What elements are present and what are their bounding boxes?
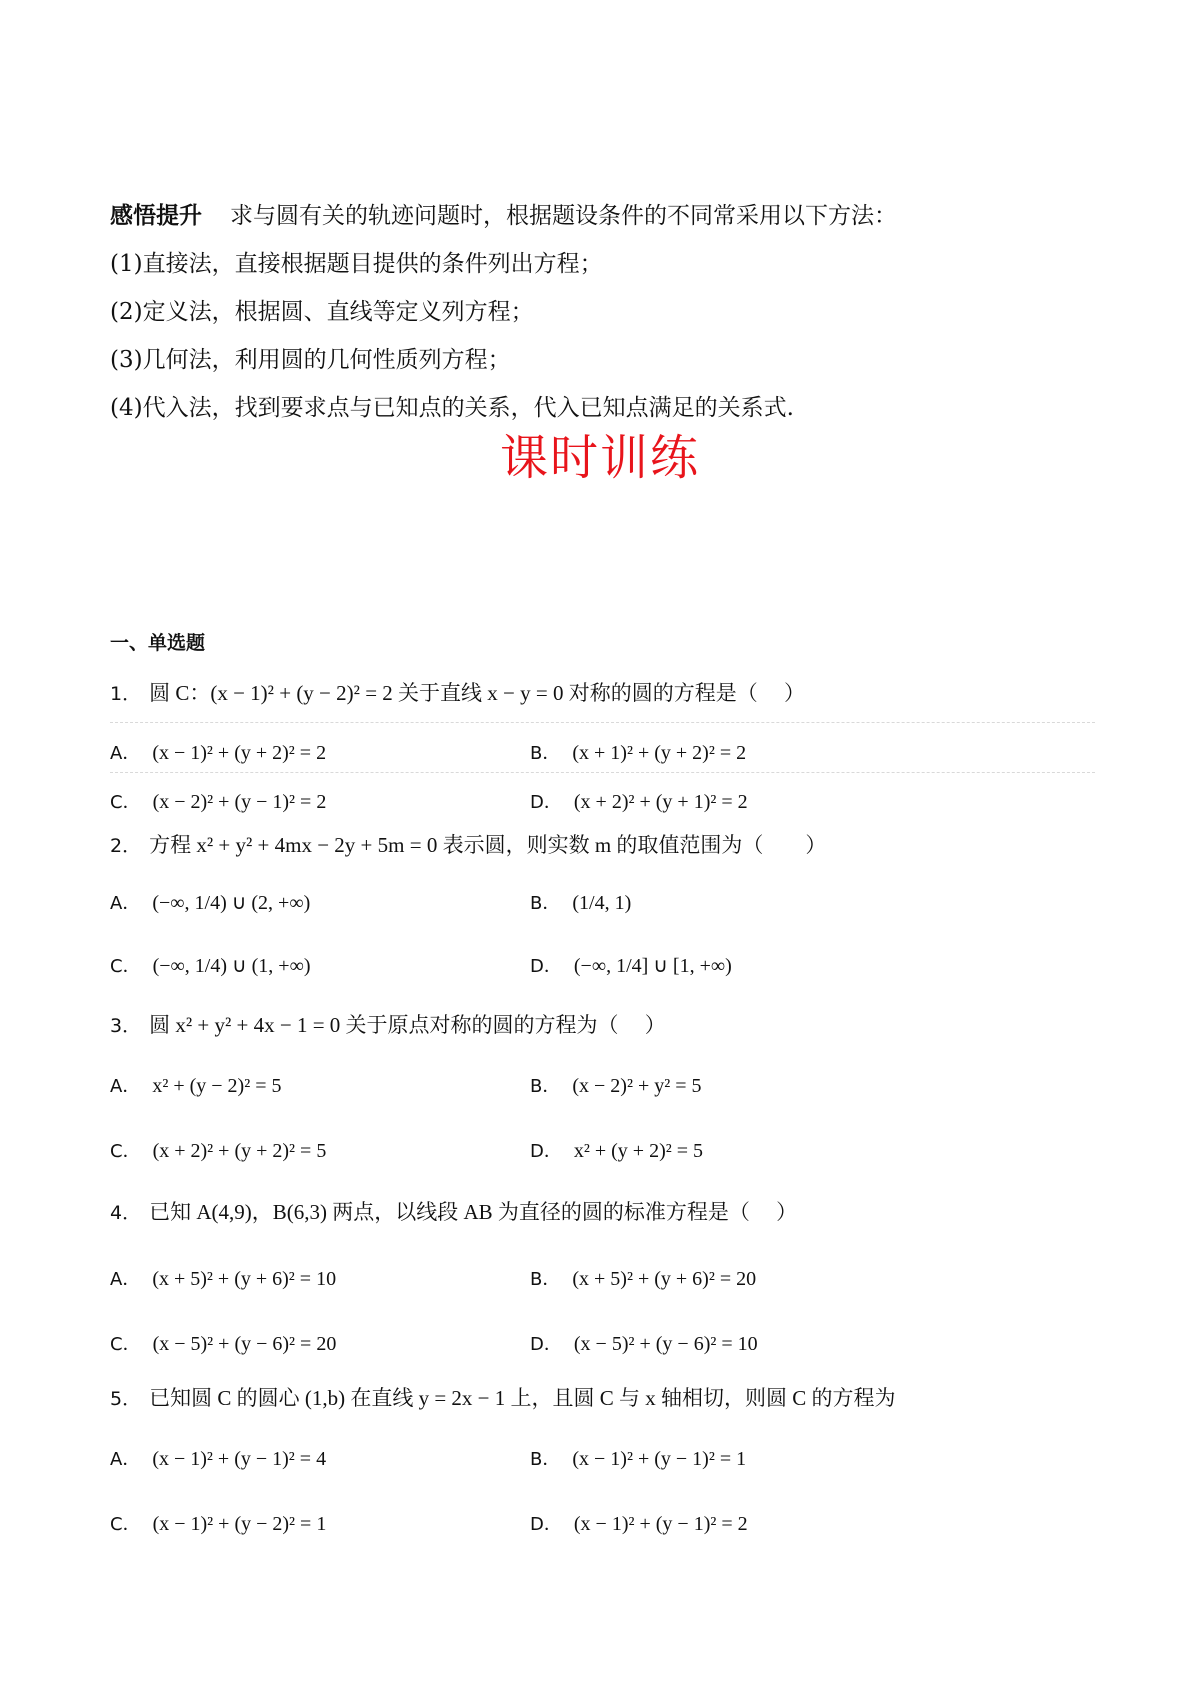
- option-label: C．: [110, 956, 141, 977]
- option-d[interactable]: [530, 1328, 758, 1360]
- option-text: (x + 5)² + (y + 6)² = 20: [572, 1268, 757, 1290]
- option-d[interactable]: [530, 786, 748, 818]
- option-b[interactable]: [530, 1263, 756, 1295]
- part-header: 一、单选题: [110, 632, 206, 654]
- section-title: 课时训练: [499, 430, 700, 486]
- method-1: (1)直接法，直接根据题目提供的条件列出方程；: [110, 251, 603, 277]
- question-stem: 圆 x² + y² + 4x − 1 = 0 关于原点对称的圆的方程为（ ）: [149, 1013, 666, 1037]
- option-label: A．: [110, 1269, 141, 1290]
- option-text: (x + 2)² + (y + 1)² = 2: [573, 791, 748, 813]
- option-c[interactable]: [110, 786, 326, 818]
- option-label: D．: [530, 1514, 562, 1535]
- option-text: (x − 2)² + y² = 5: [572, 1075, 702, 1097]
- option-a[interactable]: [110, 1443, 326, 1475]
- option-label: D．: [530, 956, 562, 977]
- question-5: [110, 1383, 896, 1414]
- option-label: A．: [110, 743, 141, 764]
- option-text: (x − 1)² + (y − 1)² = 2: [573, 1513, 748, 1535]
- option-label: A．: [110, 1076, 141, 1097]
- option-b[interactable]: [530, 1443, 746, 1475]
- question-2: [110, 830, 826, 861]
- option-text: (−∞, 1/4] ∪ [1, +∞): [573, 955, 732, 977]
- divider: [110, 772, 1095, 773]
- question-stem: 方程 x² + y² + 4mx − 2y + 5m = 0 表示圆，则实数 m 的取值范围为（ ）: [149, 833, 827, 857]
- method-4: (4)代入法，找到要求点与已知点的关系，代入已知点满足的关系式.: [110, 395, 794, 421]
- summary-intro: 求与圆有关的轨迹问题时，根据题设条件的不同常采用以下方法：: [230, 203, 897, 229]
- option-label: B．: [530, 893, 561, 914]
- option-label: D．: [530, 1141, 562, 1162]
- question-3: [110, 1010, 666, 1041]
- option-label: C．: [110, 792, 141, 813]
- option-label: C．: [110, 1334, 141, 1355]
- question-stem: 已知圆 C 的圆心 (1,b) 在直线 y = 2x − 1 上，且圆 C 与 x 轴相切，则圆 C 的方程为: [149, 1386, 896, 1410]
- question-number: 4．: [110, 1202, 142, 1224]
- option-c[interactable]: [110, 1328, 336, 1360]
- option-c[interactable]: [110, 1135, 326, 1167]
- option-label: D．: [530, 1334, 562, 1355]
- option-text: x² + (y − 2)² = 5: [152, 1075, 282, 1097]
- option-text: x² + (y + 2)² = 5: [573, 1140, 704, 1162]
- option-d[interactable]: [530, 1135, 703, 1167]
- method-3: (3)几何法，利用圆的几何性质列方程；: [110, 347, 511, 373]
- option-a[interactable]: [110, 737, 326, 769]
- option-d[interactable]: [530, 950, 732, 982]
- option-label: D．: [530, 792, 562, 813]
- option-text: (x + 1)² + (y + 2)² = 2: [572, 742, 747, 764]
- divider: [110, 722, 1095, 723]
- option-text: (x + 2)² + (y + 2)² = 5: [152, 1140, 327, 1162]
- option-label: B．: [530, 743, 561, 764]
- option-text: (x − 1)² + (y − 1)² = 4: [152, 1448, 327, 1470]
- option-b[interactable]: [530, 737, 746, 769]
- option-a[interactable]: [110, 1070, 281, 1102]
- option-label: B．: [530, 1076, 561, 1097]
- method-2: (2)定义法，根据圆、直线等定义列方程；: [110, 299, 534, 325]
- question-number: 1．: [110, 683, 142, 705]
- option-text: (−∞, 1/4) ∪ (1, +∞): [152, 955, 311, 977]
- option-a[interactable]: [110, 887, 310, 919]
- summary-intro-line: [110, 200, 897, 232]
- question-stem: 已知 A(4,9)，B(6,3) 两点，以线段 AB 为直径的圆的标准方程是（ ）: [149, 1200, 798, 1224]
- option-label: C．: [110, 1141, 141, 1162]
- option-text: (−∞, 1/4) ∪ (2, +∞): [152, 892, 311, 914]
- option-text: (x − 1)² + (y + 2)² = 2: [152, 742, 327, 764]
- question-stem: 圆 C：(x − 1)² + (y − 2)² = 2 关于直线 x − y = 0 对称的圆的方程是（ ）: [149, 681, 805, 705]
- option-text: (x − 5)² + (y − 6)² = 20: [152, 1333, 337, 1355]
- option-text: (x − 5)² + (y − 6)² = 10: [573, 1333, 758, 1355]
- option-label: B．: [530, 1269, 561, 1290]
- option-b[interactable]: [530, 1070, 702, 1102]
- option-text: (x − 2)² + (y − 1)² = 2: [152, 791, 327, 813]
- option-c[interactable]: [110, 950, 311, 982]
- option-text: (x + 5)² + (y + 6)² = 10: [152, 1268, 337, 1290]
- option-text: (x − 1)² + (y − 2)² = 1: [152, 1513, 327, 1535]
- question-number: 3．: [110, 1015, 142, 1037]
- option-label: B．: [530, 1449, 561, 1470]
- option-d[interactable]: [530, 1508, 748, 1540]
- question-number: 5．: [110, 1388, 142, 1410]
- option-text: (x − 1)² + (y − 1)² = 1: [572, 1448, 747, 1470]
- option-label: A．: [110, 893, 141, 914]
- question-1: [110, 678, 805, 709]
- summary-title: 感悟提升: [110, 203, 202, 229]
- option-b[interactable]: [530, 887, 631, 919]
- option-label: C．: [110, 1514, 141, 1535]
- option-a[interactable]: [110, 1263, 336, 1295]
- option-text: (1/4, 1): [572, 892, 632, 914]
- option-c[interactable]: [110, 1508, 326, 1540]
- question-number: 2．: [110, 835, 142, 857]
- option-label: A．: [110, 1449, 141, 1470]
- question-4: [110, 1197, 797, 1228]
